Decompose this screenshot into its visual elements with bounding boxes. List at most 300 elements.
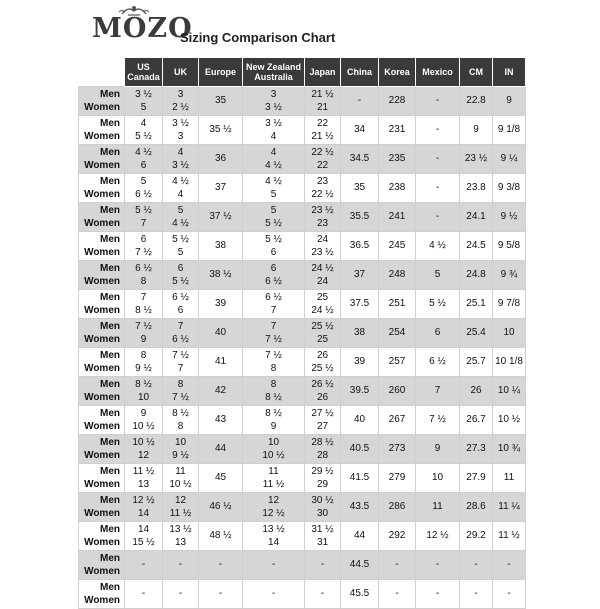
size-value: 7 (140, 291, 147, 303)
size-cell (493, 376, 526, 405)
size-value: 35 (353, 182, 366, 193)
size-cell (379, 173, 416, 202)
chart-title: Sizing Comparison Chart (180, 30, 336, 45)
size-cell (416, 376, 460, 405)
size-cell (379, 115, 416, 144)
column-header-line: Japan (309, 66, 336, 77)
size-cell (243, 289, 305, 318)
size-cell (199, 405, 243, 434)
size-value: 3 ½ (172, 117, 189, 129)
size-value: 13 (174, 536, 187, 548)
table-row (79, 144, 526, 173)
size-value: 43.5 (349, 501, 370, 512)
size-cell (341, 463, 379, 492)
row-label-line: Women (84, 130, 120, 142)
size-cell (199, 144, 243, 173)
size-value: 10 ½ (132, 420, 155, 432)
size-cell (199, 231, 243, 260)
size-value: 24.8 (466, 269, 486, 280)
row-label-line: Men (100, 436, 120, 448)
size-value: - (435, 559, 440, 570)
size-cell (379, 405, 416, 434)
size-value: 27 (316, 420, 329, 432)
size-value: - (435, 588, 440, 599)
table-row (79, 86, 526, 115)
size-cell (243, 376, 305, 405)
column-header-line: CM (469, 66, 483, 77)
size-cell (493, 521, 526, 550)
row-label (79, 521, 125, 550)
size-cell (125, 550, 163, 579)
size-cell (199, 260, 243, 289)
row-label-line: Men (100, 465, 120, 477)
column-header (416, 58, 460, 87)
size-cell (341, 231, 379, 260)
size-cell (243, 231, 305, 260)
size-cell (493, 347, 526, 376)
size-cell (163, 144, 199, 173)
size-cell (199, 289, 243, 318)
size-value: 6 ½ (265, 291, 282, 303)
size-cell (493, 463, 526, 492)
size-cell (493, 289, 526, 318)
size-value: 228 (388, 95, 406, 106)
size-value: 12 ½ (426, 530, 449, 541)
column-header (125, 58, 163, 87)
row-label-line: Women (84, 478, 120, 490)
table-body (79, 86, 526, 608)
row-label (79, 202, 125, 231)
row-label (79, 86, 125, 115)
size-value: 48 ½ (209, 530, 232, 541)
size-cell (416, 260, 460, 289)
size-cell (341, 318, 379, 347)
size-value: 257 (388, 356, 406, 367)
size-value: 292 (388, 530, 406, 541)
size-value: 14 (137, 523, 150, 535)
size-value: - (218, 559, 223, 570)
size-value: 30 ½ (311, 494, 334, 506)
size-cell (305, 550, 341, 579)
size-cell (379, 376, 416, 405)
row-label (79, 550, 125, 579)
size-value: 10 ¼ (497, 385, 521, 396)
row-label (79, 260, 125, 289)
size-cell (305, 202, 341, 231)
size-value: 6 (434, 327, 441, 338)
size-value: 251 (388, 298, 406, 309)
size-cell (199, 521, 243, 550)
size-value: 25.4 (466, 327, 486, 338)
size-value: 31 ½ (311, 523, 334, 535)
size-value: 24 ½ (311, 304, 334, 316)
size-value: 12 ½ (262, 507, 285, 519)
size-value: 9 3/8 (497, 182, 521, 193)
size-cell (379, 318, 416, 347)
size-value: 7 (434, 385, 441, 396)
size-value: - (218, 588, 223, 599)
size-cell (163, 434, 199, 463)
row-label (79, 173, 125, 202)
size-cell (163, 492, 199, 521)
size-value: 29 ½ (311, 465, 334, 477)
size-value: 5 (270, 204, 277, 216)
size-cell (125, 492, 163, 521)
size-cell (125, 463, 163, 492)
size-value: 9 (140, 333, 147, 345)
size-cell (416, 463, 460, 492)
size-value: 23 ½ (311, 204, 334, 216)
size-value: 29 (316, 478, 329, 490)
size-cell (163, 376, 199, 405)
size-value: 37 ½ (209, 211, 232, 222)
size-value: 6 (270, 246, 277, 258)
size-cell (460, 463, 493, 492)
size-value: 7 (177, 362, 184, 374)
size-cell (460, 144, 493, 173)
size-value: 10 1/8 (495, 356, 523, 367)
size-value: 267 (388, 414, 406, 425)
size-cell (460, 318, 493, 347)
size-value: 4 (177, 188, 184, 200)
size-value: 26 ½ (311, 378, 334, 390)
size-value: 5 (177, 246, 184, 258)
size-value: 45 (214, 472, 227, 483)
size-value: 5 ½ (429, 298, 446, 309)
size-cell (305, 521, 341, 550)
size-value: 11 ½ (498, 530, 520, 541)
size-value: 13 ½ (262, 523, 285, 535)
size-value: 10 (431, 472, 444, 483)
size-value: 37 (353, 269, 366, 280)
size-value: 7 ½ (172, 391, 189, 403)
row-label (79, 463, 125, 492)
size-cell (199, 376, 243, 405)
size-value: 23 ½ (311, 246, 334, 258)
column-header-line: Korea (384, 66, 410, 77)
size-value: - (271, 559, 276, 570)
table-row (79, 231, 526, 260)
size-value: 9 ½ (135, 362, 152, 374)
column-header-line: Europe (204, 66, 236, 77)
size-value: 8 (177, 420, 184, 432)
size-value: 44.5 (349, 559, 370, 570)
size-value: 6 (140, 159, 147, 171)
size-value: 15 ½ (132, 536, 155, 548)
size-cell (379, 144, 416, 173)
row-label (79, 347, 125, 376)
size-value: 9 5/8 (497, 240, 521, 251)
size-cell (243, 202, 305, 231)
column-header-line: IN (504, 66, 514, 77)
size-value: 8 (270, 362, 277, 374)
size-cell (493, 550, 526, 579)
size-cell (305, 347, 341, 376)
size-value: 10 ½ (132, 436, 155, 448)
size-value: 9 1/8 (497, 124, 521, 135)
corner-cell (79, 58, 125, 87)
size-value: 3 (177, 88, 184, 100)
size-value: 7 (270, 304, 277, 316)
size-value: 5 ½ (135, 130, 152, 142)
size-value: 39.5 (349, 385, 370, 396)
size-value: 23 (316, 217, 329, 229)
size-value: 29.2 (466, 530, 486, 541)
size-cell (341, 521, 379, 550)
size-cell (125, 231, 163, 260)
table-row (79, 579, 526, 608)
size-value: 31 (316, 536, 329, 548)
size-cell (379, 492, 416, 521)
size-value: 6 (270, 262, 277, 274)
size-value: 9 ¾ (500, 269, 518, 280)
size-cell (416, 550, 460, 579)
size-value: 28 (316, 449, 329, 461)
size-value: 21 ½ (311, 130, 334, 142)
size-value: 4 ½ (265, 175, 282, 187)
size-value: - (141, 588, 146, 599)
size-cell (416, 289, 460, 318)
row-label-line: Women (84, 391, 120, 403)
size-cell (163, 86, 199, 115)
size-value: 34 (353, 124, 366, 135)
size-cell (379, 579, 416, 608)
size-cell (125, 318, 163, 347)
size-value: 36 (214, 153, 227, 164)
size-value: 6 (140, 233, 147, 245)
size-value: 39 (353, 356, 366, 367)
size-cell (416, 579, 460, 608)
size-value: 12 ½ (132, 494, 155, 506)
row-label (79, 492, 125, 521)
size-cell (305, 579, 341, 608)
size-cell (416, 173, 460, 202)
size-value: 28.6 (466, 501, 486, 512)
size-value: 7 ½ (135, 320, 152, 332)
size-value: - (178, 559, 183, 570)
row-label (79, 434, 125, 463)
size-cell (493, 434, 526, 463)
size-cell (163, 463, 199, 492)
size-value: - (474, 588, 478, 599)
size-value: 8 ½ (265, 407, 282, 419)
size-value: 5 (140, 101, 147, 113)
size-value: 23 ½ (464, 153, 488, 164)
size-cell (460, 260, 493, 289)
size-value: 45.5 (349, 588, 370, 599)
size-value: 5 (434, 269, 441, 280)
size-value: 11 ½ (262, 478, 285, 490)
size-cell (243, 550, 305, 579)
size-value: 35 (214, 95, 227, 106)
table-row (79, 492, 526, 521)
size-value: - (357, 95, 362, 106)
table-row (79, 463, 526, 492)
row-label (79, 405, 125, 434)
size-value: - (435, 95, 440, 106)
size-value: 5 (270, 188, 277, 200)
column-header (163, 58, 199, 87)
size-cell (125, 347, 163, 376)
size-value: 3 (177, 130, 184, 142)
size-cell (125, 144, 163, 173)
size-value: 9 ¼ (500, 153, 518, 164)
size-value: 9 7/8 (497, 298, 521, 309)
column-header-line: US (137, 61, 150, 72)
column-header-line: Canada (127, 71, 160, 82)
size-cell (341, 173, 379, 202)
size-value: - (271, 588, 276, 599)
size-cell (199, 550, 243, 579)
row-label (79, 231, 125, 260)
size-value: 22 (316, 117, 329, 129)
size-value: 5 ½ (172, 233, 189, 245)
size-cell (493, 260, 526, 289)
row-label-line: Women (84, 159, 120, 171)
size-value: 21 ½ (311, 88, 334, 100)
size-value: 11 ½ (169, 507, 192, 519)
size-cell (305, 260, 341, 289)
size-value: 39 (214, 298, 227, 309)
size-cell (379, 260, 416, 289)
size-cell (379, 521, 416, 550)
size-cell (493, 231, 526, 260)
size-cell (379, 289, 416, 318)
size-cell (305, 434, 341, 463)
column-header (460, 58, 493, 87)
size-cell (243, 347, 305, 376)
row-label (79, 115, 125, 144)
size-cell (305, 463, 341, 492)
size-value: 38 (353, 327, 366, 338)
row-label-line: Women (84, 362, 120, 374)
size-value: - (435, 211, 440, 222)
size-value: 9 (473, 124, 479, 135)
row-label (79, 376, 125, 405)
size-value: 11 ¼ (498, 501, 520, 512)
size-value: 4 ½ (172, 175, 189, 187)
size-value: 40.5 (349, 443, 370, 454)
size-value: 25 (316, 291, 329, 303)
size-cell (493, 144, 526, 173)
size-value: 10 ½ (497, 414, 521, 425)
size-cell (199, 318, 243, 347)
size-cell (199, 463, 243, 492)
size-value: 4 (270, 130, 277, 142)
row-label-line: Men (100, 378, 120, 390)
size-value: 24.1 (466, 211, 486, 222)
size-cell (125, 289, 163, 318)
size-value: - (320, 588, 325, 599)
size-value: 6 ½ (135, 188, 152, 200)
size-value: 3 ½ (265, 101, 282, 113)
table-row (79, 347, 526, 376)
size-value: 4 (270, 146, 277, 158)
size-value: 273 (388, 443, 406, 454)
size-value: 6 ½ (265, 275, 282, 287)
size-cell (125, 86, 163, 115)
row-label-line: Men (100, 88, 120, 100)
size-cell (125, 405, 163, 434)
row-label (79, 144, 125, 173)
size-value: 8 (140, 275, 147, 287)
size-cell (460, 202, 493, 231)
size-value: 10 ½ (169, 478, 192, 490)
size-cell (493, 318, 526, 347)
size-cell (460, 231, 493, 260)
size-value: 24 ½ (311, 262, 334, 274)
size-cell (305, 115, 341, 144)
size-value: 24.5 (466, 240, 486, 251)
row-label (79, 289, 125, 318)
row-label-line: Men (100, 233, 120, 245)
size-value: - (435, 182, 440, 193)
size-value: 37.5 (349, 298, 370, 309)
size-cell (416, 318, 460, 347)
size-value: 22.8 (466, 95, 486, 106)
size-cell (416, 492, 460, 521)
row-label-line: Women (84, 536, 120, 548)
size-value: 10 (137, 391, 150, 403)
size-value: 5 ½ (172, 275, 189, 287)
size-cell (416, 144, 460, 173)
size-value: 8 (270, 378, 277, 390)
size-value: 46 ½ (209, 501, 232, 512)
size-value: 6 ½ (172, 291, 189, 303)
size-cell (416, 434, 460, 463)
size-value: 24 (316, 233, 329, 245)
size-value: 11 (175, 465, 186, 477)
size-value: 9 ½ (172, 449, 189, 461)
row-label-line: Men (100, 407, 120, 419)
column-header-line: China (346, 66, 372, 77)
size-cell (341, 579, 379, 608)
row-label-line: Women (84, 246, 120, 258)
size-value: 26 (470, 385, 482, 396)
size-cell (341, 434, 379, 463)
size-value: 26.7 (466, 414, 486, 425)
size-cell (460, 550, 493, 579)
row-label-line: Men (100, 146, 120, 158)
size-cell (125, 376, 163, 405)
size-cell (243, 144, 305, 173)
size-cell (341, 376, 379, 405)
size-value: 38 (214, 240, 227, 251)
size-cell (341, 115, 379, 144)
size-cell (243, 492, 305, 521)
size-value: 10 (174, 436, 187, 448)
size-value: 238 (388, 182, 406, 193)
size-value: 241 (388, 211, 406, 222)
size-cell (163, 260, 199, 289)
size-value: 14 (267, 536, 280, 548)
size-cell (163, 550, 199, 579)
column-header (493, 58, 526, 87)
size-value: 28 ½ (311, 436, 334, 448)
size-value: 9 (506, 95, 512, 106)
size-cell (163, 347, 199, 376)
size-value: 38 ½ (209, 269, 232, 280)
size-value: - (395, 588, 399, 599)
size-value: 4 (177, 146, 184, 158)
size-cell (341, 347, 379, 376)
size-value: 4 ½ (265, 159, 282, 171)
row-label-line: Men (100, 204, 120, 216)
size-cell (460, 434, 493, 463)
size-value: 43 (214, 414, 227, 425)
size-cell (199, 173, 243, 202)
size-value: 11 (268, 465, 279, 477)
